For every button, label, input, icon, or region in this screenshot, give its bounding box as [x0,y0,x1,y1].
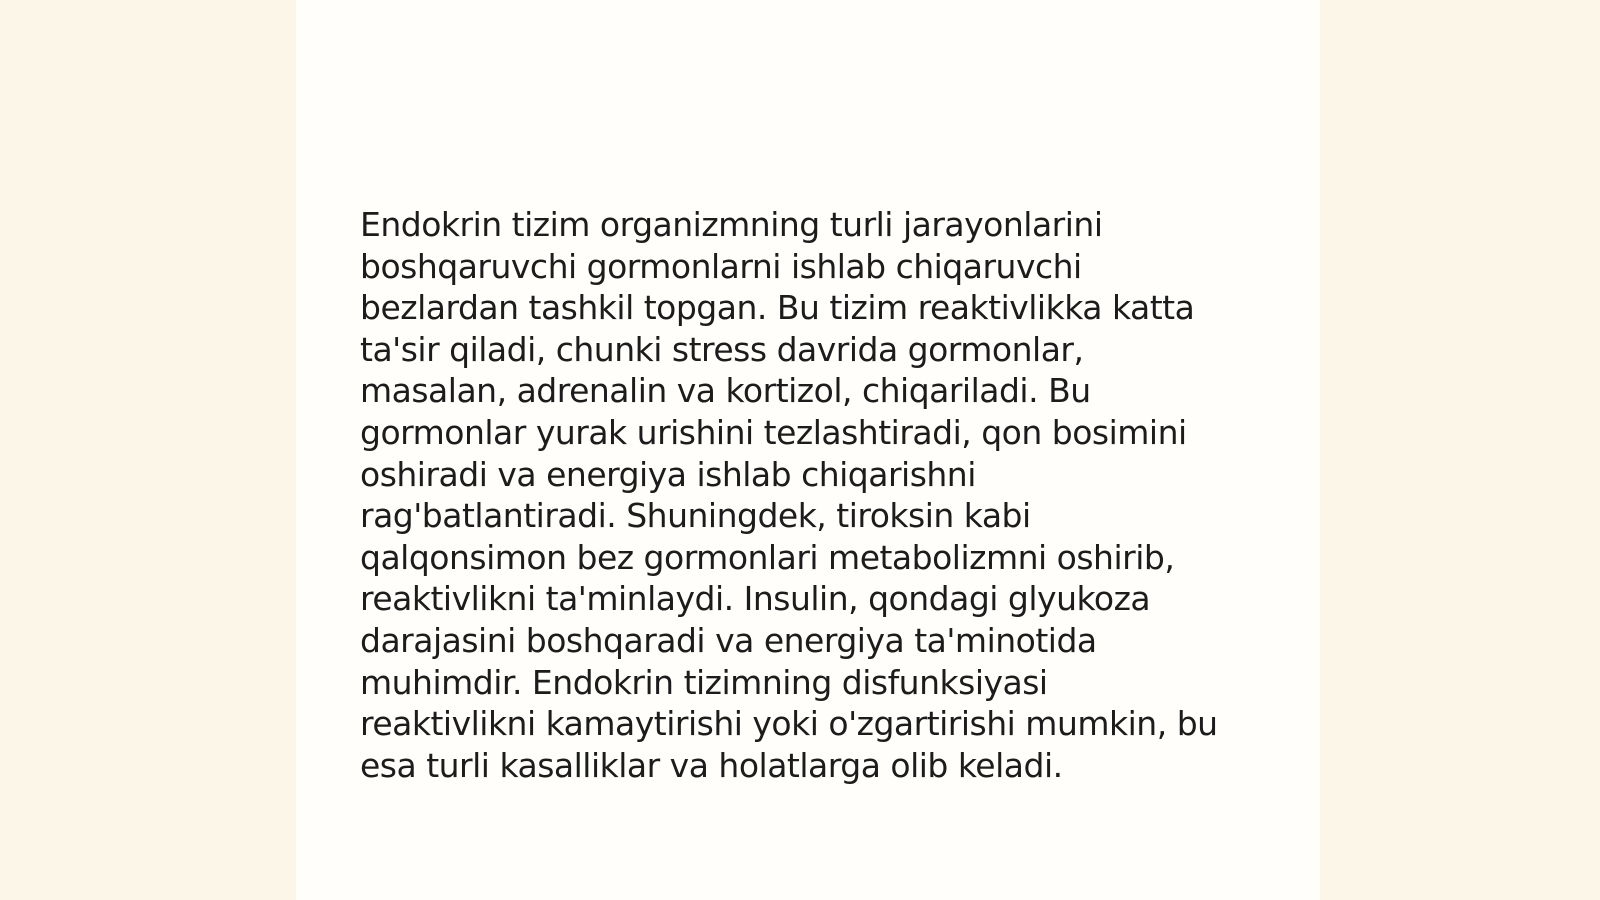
slide-panel [296,0,1320,900]
paragraph-line: qalqonsimon bez gormonlari metabolizmni oshirib, [360,537,1175,577]
paragraph-line: ta'sir qiladi, chunki stress davrida gormonlar, [360,329,1084,369]
paragraph-line: darajasini boshqaradi va energiya ta'minotida [360,620,1097,660]
paragraph-line: gormonlar yurak urishini tezlashtiradi, qon bosimini [360,412,1187,452]
paragraph-line: reaktivlikni ta'minlaydi. Insulin, qondagi glyukoza [360,579,1151,619]
body-paragraph [360,204,1240,786]
paragraph-line: Endokrin tizim organizmning turli jarayonlarini [360,205,1103,244]
paragraph-line: esa turli kasalliklar va holatlarga olib keladi. [360,745,1063,785]
paragraph-line: muhimdir. Endokrin tizimning disfunksiyasi [360,662,1048,702]
paragraph-line: bezlardan tashkil topgan. Bu tizim reaktivlikka katta [360,288,1195,328]
paragraph-line: boshqaruvchi gormonlarni ishlab chiqaruvchi [360,246,1082,286]
paragraph-line: rag'batlantiradi. Shuningdek, tiroksin kabi [360,496,1031,536]
paragraph-line: masalan, adrenalin va kortizol, chiqariladi. Bu [360,371,1091,411]
paragraph-line: oshiradi va energiya ishlab chiqarishni [360,454,976,494]
paragraph-line: reaktivlikni kamaytirishi yoki o'zgartirishi mumkin, bu [360,704,1218,744]
